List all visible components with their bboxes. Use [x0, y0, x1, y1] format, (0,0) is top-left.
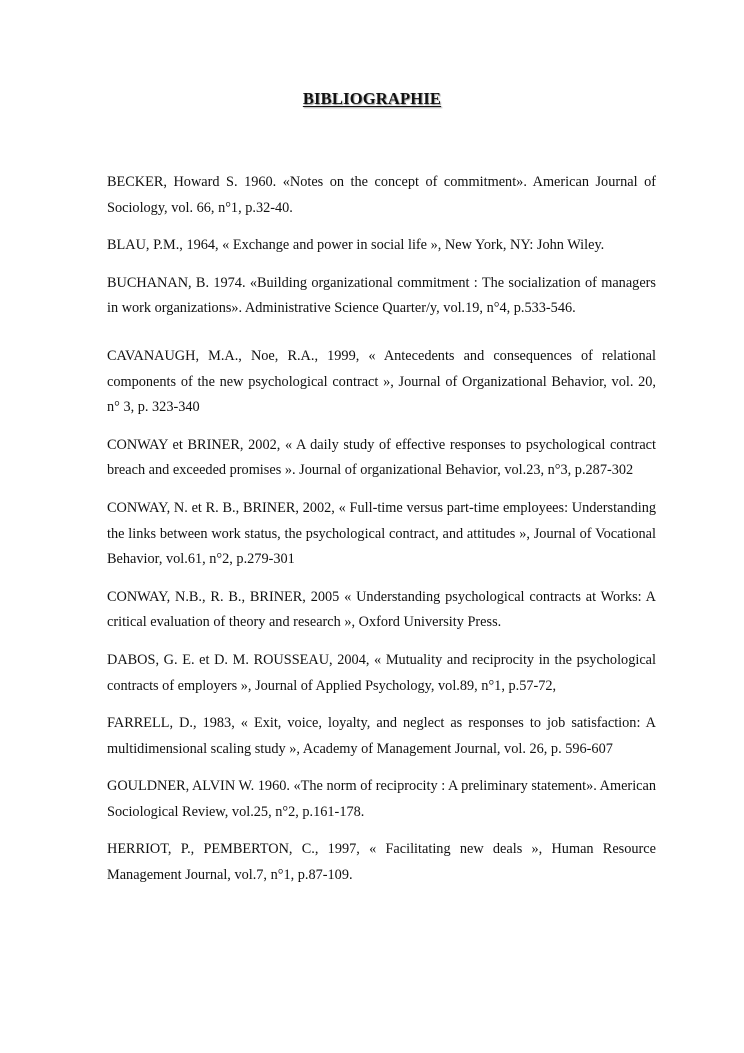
bibliography-entry: CONWAY et BRINER, 2002, « A daily study of effective responses to psychological contract breach and exceeded promises ». Journal of organizational Behavior, vol.23, n°3, p.287-302	[107, 436, 656, 479]
bibliography-entry: BLAU, P.M., 1964, « Exchange and power in social life », New York, NY: John Wiley.	[107, 237, 605, 254]
bibliography-entry: CONWAY, N. et R. B., BRINER, 2002, « Full-time versus part-time employees: Understanding the links between work status, the psychological contract, and attitudes », Journal of Vocational Behavior, vol.61, n°2, p.279-301	[107, 499, 656, 568]
bibliography-entry: CONWAY, N.B., R. B., BRINER, 2005 « Understanding psychological contracts at Works: A critical evaluation of theory and research », Oxford University Press.	[107, 588, 656, 631]
bibliography-entry: BECKER, Howard S. 1960. «Notes on the concept of commitment». American Journal of Sociology, vol. 66, n°1, p.32-40.	[107, 174, 656, 216]
bibliography-entry: BUCHANAN, B. 1974. «Building organizational commitment : The socialization of managers in work organizations». Administrative Science Quarter/y, vol.19, n°4, p.533-546.	[107, 274, 656, 317]
bibliography-entry: GOULDNER, ALVIN W. 1960. «The norm of reciprocity : A preliminary statement». American Sociological Review, vol.25, n°2, p.161-178.	[107, 778, 657, 820]
bibliography-list	[107, 170, 656, 889]
bibliography-entry: HERRIOT, P., PEMBERTON, C., 1997, « Facilitating new deals », Human Resource Management Journal, vol.7, n°1, p.87-109.	[107, 841, 656, 884]
bibliography-entry: DABOS, G. E. et D. M. ROUSSEAU, 2004, « Mutuality and reciprocity in the psychological contracts of employers », Journal of Applied Psychology, vol.89, n°1, p.57-72,	[107, 651, 656, 694]
bibliography-entry: FARRELL, D., 1983, « Exit, voice, loyalty, and neglect as responses to job satisfaction: A multidimensional scaling study », Academy of Management Journal, vol. 26, p. 596-607	[107, 715, 656, 757]
page-title: BIBLIOGRAPHIE	[302, 89, 442, 108]
bibliography-entry: CAVANAUGH, M.A., Noe, R.A., 1999, « Antecedents and consequences of relational components of the new psychological contract », Journal of Organizational Behavior, vol. 20, n° 3, p. 323-340	[107, 347, 656, 416]
